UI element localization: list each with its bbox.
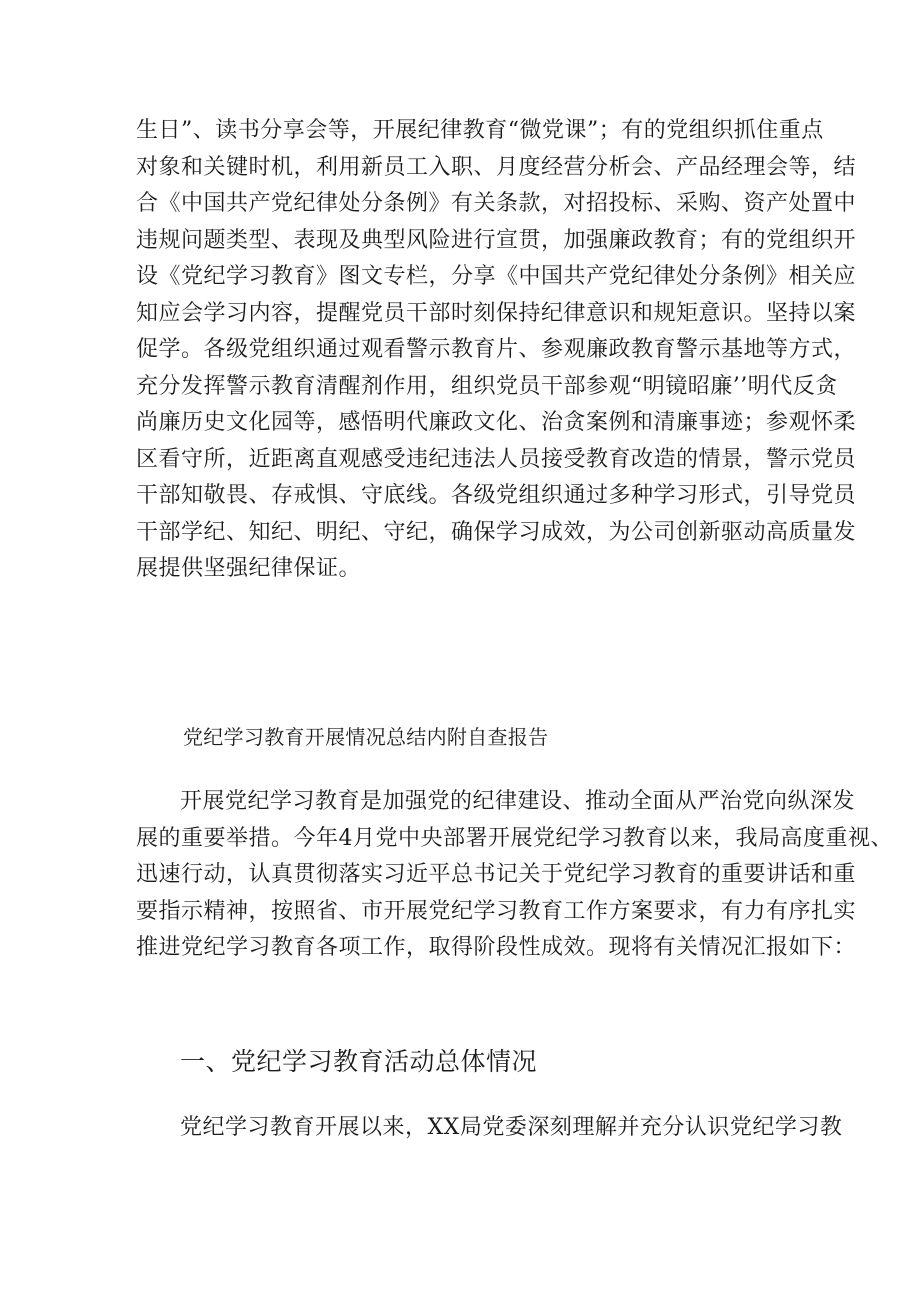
text-line: 合《中国共产党纪律处分条例》有关条款，对招投标、采购、资产处置中 [136,191,857,216]
document-title: 党纪学习教育开展情况总结内附自查报告 [183,725,549,749]
text-line: 推进党纪学习教育各项工作，取得阶段性成效。现将有关情况汇报如下： [136,935,857,960]
text-line: 区看守所，近距离直观感受违纪违法人员接受教育改造的情景，警示党员 [136,446,857,472]
text-line: 促学。各级党组织通过观看警示教育片、参观廉政教育警示基地等方式， [136,337,857,362]
text-line: 干部知敬畏、存戒惧、守底线。各级党组织通过多种学习形式，引导党员 [136,483,857,508]
text-line: 展的重要举措。今年4月党中央部署开展党纪学习教育以来，我局高度重视、 [136,825,893,851]
text-line: 尚廉历史文化园等，感悟明代廉政文化、治贪案例和清廉事迹；参观怀柔 [136,410,857,435]
body-paragraph-1 [136,113,857,588]
text-line: 充分发挥警示教育清醒剂作用，组织党员干部参观“明镜昭廉’’明代反贪 [136,373,838,399]
text-line: 生日”、读书分享会等，开展纪律教育“微党课”；有的党组织抓住重点 [136,118,824,143]
text-line: 设《党纪学习教育》图文专栏，分享《中国共产党纪律处分条例》相关应 [136,264,857,289]
text-line: 开展党纪学习教育是加强党的纪律建设、推动全面从严治党向纵深发 [180,789,856,814]
text-line: 违规问题类型、表现及典型风险进行宣贯，加强廉政教育；有的党组织开 [136,227,857,253]
body-paragraph-3 [136,1110,843,1147]
text-line: 迅速行动，认真贯彻落实习近平总书记关于党纪学习教育的重要讲话和重 [136,862,857,887]
text-line: 展提供坚强纪律保证。 [136,556,362,581]
text-line: 对象和关键时机，利用新员工入职、月度经营分析会、产品经理会等，结 [136,154,857,180]
text-line: 党纪学习教育开展以来，XX局党委深刻理解并充分认识党纪学习教 [180,1115,843,1140]
text-line: 干部学纪、知纪、明纪、守纪，确保学习成效，为公司创新驱动高质量发 [136,519,857,545]
text-line: 要指示精神，按照省、市开展党纪学习教育工作方案要求，有力有序扎实 [136,898,857,924]
body-paragraph-2 [136,784,893,967]
text-line: 知应会学习内容，提醒党员干部时刻保持纪律意识和规矩意识。坚持以案 [136,300,857,326]
section-heading: 一、党纪学习教育活动总体情况 [180,1047,538,1076]
